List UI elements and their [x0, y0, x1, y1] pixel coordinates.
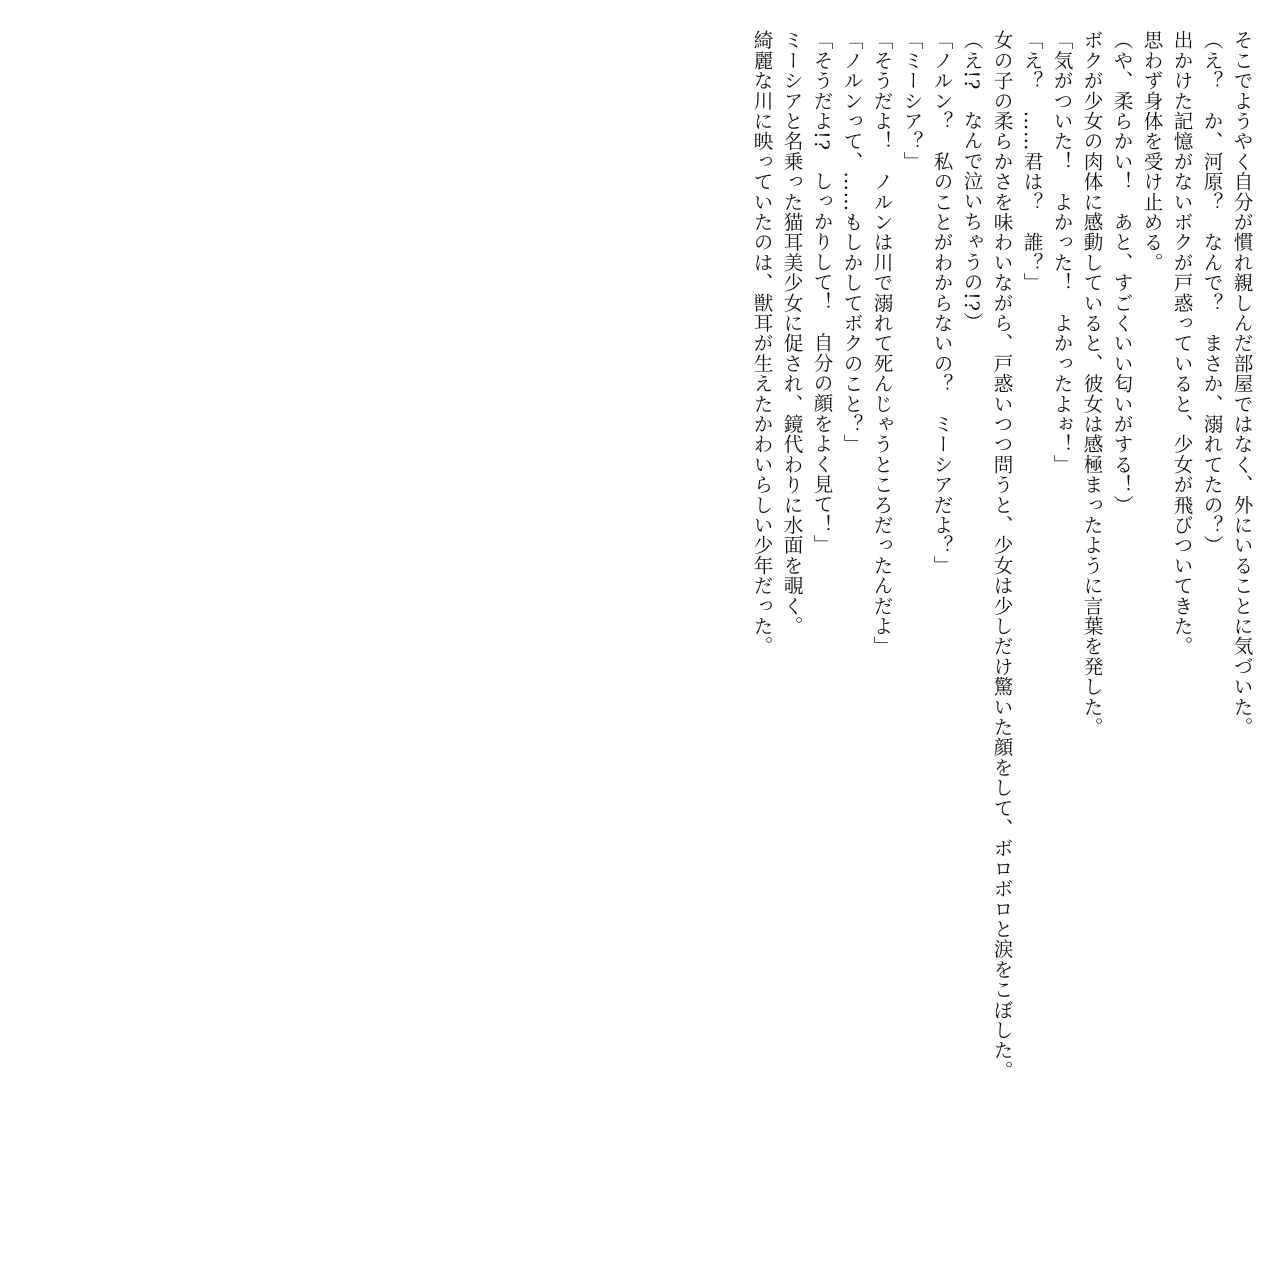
text-line: （え？ か、河原？ なんで？ まさか、溺れてたの？）	[1200, 30, 1223, 556]
text-line: 思わず身体を受け止める。	[1140, 30, 1163, 273]
text-line: ミーシアと名乗った猫耳美少女に促され、鏡代わりに水面を覗く。	[780, 30, 803, 636]
text-line: ボクが少女の肉体に感動していると、彼女は感極まったように言葉を発した。	[1080, 30, 1103, 737]
text-line: 「そうだよ!? しっかりして！ 自分の顔をよく見て！」	[810, 30, 833, 555]
text-line: 女の子の柔らかさを味わいながら、戸惑いつつ問うと、少女は少しだけ驚いた顔をして、ボロボロと涙をこぼした。	[990, 30, 1013, 1081]
text-line: 「ミーシア？」	[900, 30, 923, 172]
text-line: 「ノルンって、……もしかしてボクのこと？」	[840, 30, 863, 455]
text-line: そこでようやく自分が慣れ親しんだ部屋ではなく、外にいることに気づいた。	[1230, 30, 1253, 737]
text-line: 出かけた記憶がないボクが戸惑っていると、少女が飛びついてきた。	[1170, 30, 1193, 657]
text-line: 「そうだよ！ ノルンは川で溺れて死んじゃうところだったんだよ」	[870, 30, 893, 657]
text-line: （え!? なんで泣いちゃうの!?）	[960, 30, 983, 332]
text-line: 綺麗な川に映っていたのは、獣耳が生えたかわいらしい少年だった。	[750, 30, 773, 657]
text-line: （や、柔らかい！ あと、すごくいい匂いがする！）	[1110, 30, 1133, 515]
vertical-text-block	[746, 30, 1256, 1260]
text-line: 「気がついた！ よかった！ よかったよぉ！」	[1050, 30, 1073, 475]
text-line: 「え？ ……君は？ 誰？」	[1020, 30, 1043, 293]
text-line: 「ノルン？ 私のことがわからないの？ ミーシアだよ？」	[930, 30, 953, 576]
